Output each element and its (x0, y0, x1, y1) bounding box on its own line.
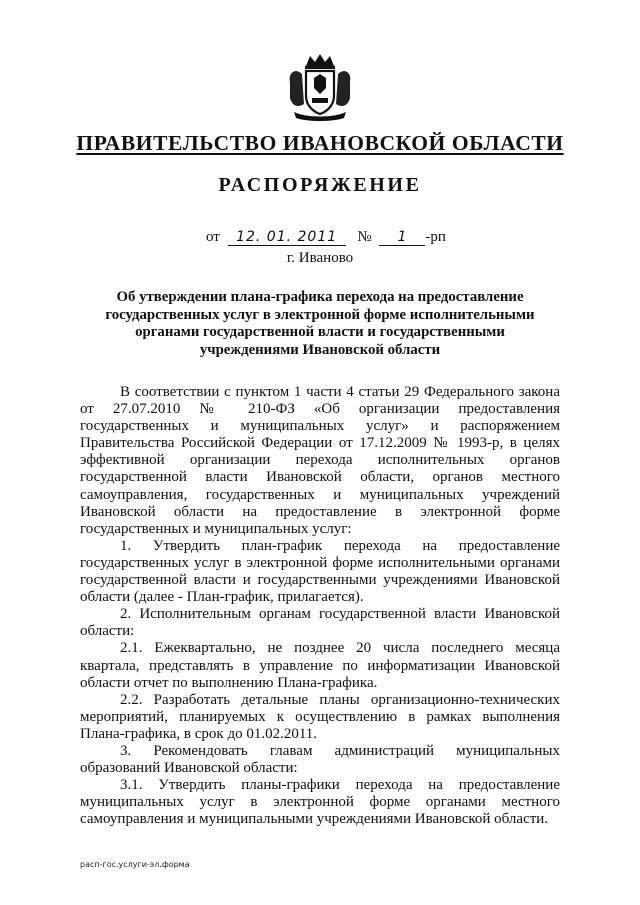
subject-line: органами государственной власти и государственными (135, 324, 505, 340)
document-type: РАСПОРЯЖЕНИЕ (218, 174, 422, 196)
document-date: 12. 01. 2011 (228, 229, 346, 246)
number-sign: № (357, 229, 372, 245)
government-title: ПРАВИТЕЛЬСТВО ИВАНОВСКОЙ ОБЛАСТИ (76, 131, 564, 155)
coat-of-arms-icon (286, 52, 354, 122)
place-of-issue: г. Иваново (286, 250, 354, 266)
date-number-line (206, 229, 446, 246)
clause-3-1: 3.1. Утвердить планы-графики перехода на предоставление муниципальных услуг в электронной форме органами местного самоуправления и муниципальными учреждениями Ивановской области. (80, 777, 560, 828)
document-number: 1 (379, 229, 425, 246)
clause-3: 3. Рекомендовать главам администраций муниципальных образований Ивановской области: (80, 742, 560, 777)
date-prefix: от (206, 229, 220, 245)
footer-file-code: расп-гос.услуги-эл.форма (80, 860, 190, 869)
clause-1: 1. Утвердить план-график перехода на предоставление государственных услуг в электронной форме исполнительными органами государственной власти и государственными учреждениями Ивановской области (далее - План-график, прилагается). (80, 537, 560, 606)
clause-2-1: 2.1. Ежеквартально, не позднее 20 числа последнего месяца квартала, представлять в управление по информатизации Ивановской области отчет по выполнению Плана-графика. (80, 640, 560, 691)
subject-line: государственных услуг в электронной форме исполнительными (105, 306, 535, 323)
subject-line: учреждениями Ивановской области (199, 341, 441, 358)
subject-line: Об утверждении плана-графика перехода на предоставление (116, 289, 524, 305)
document-body (80, 384, 560, 828)
clause-2-2: 2.2. Разработать детальные планы организационно-технических мероприятий, планируемых к осуществлению в рамках выполнения Плана-графика, в срок до 01.02.2011. (80, 691, 560, 742)
number-suffix: -рп (425, 229, 446, 245)
preamble-paragraph: В соответствии с пунктом 1 части 4 статьи 29 Федерального закона от 27.07.2010 № 210-ФЗ «Об организации предоставления государственных и муниципальных услуг» и распоряжением Правительства Российской Федерации от 17.12.2009 № 1993-р, в целях эффективной организации перехода исполнительных органов государственной власти Ивановской области, органов местного самоуправления, государственных и муниципальных учреждений Ивановской области на предоставление в электронной форме государственных и муниципальных услуг: (80, 384, 560, 537)
clause-2: 2. Исполнительным органам государственной власти Ивановской области: (80, 606, 560, 640)
document-subject (80, 289, 560, 359)
